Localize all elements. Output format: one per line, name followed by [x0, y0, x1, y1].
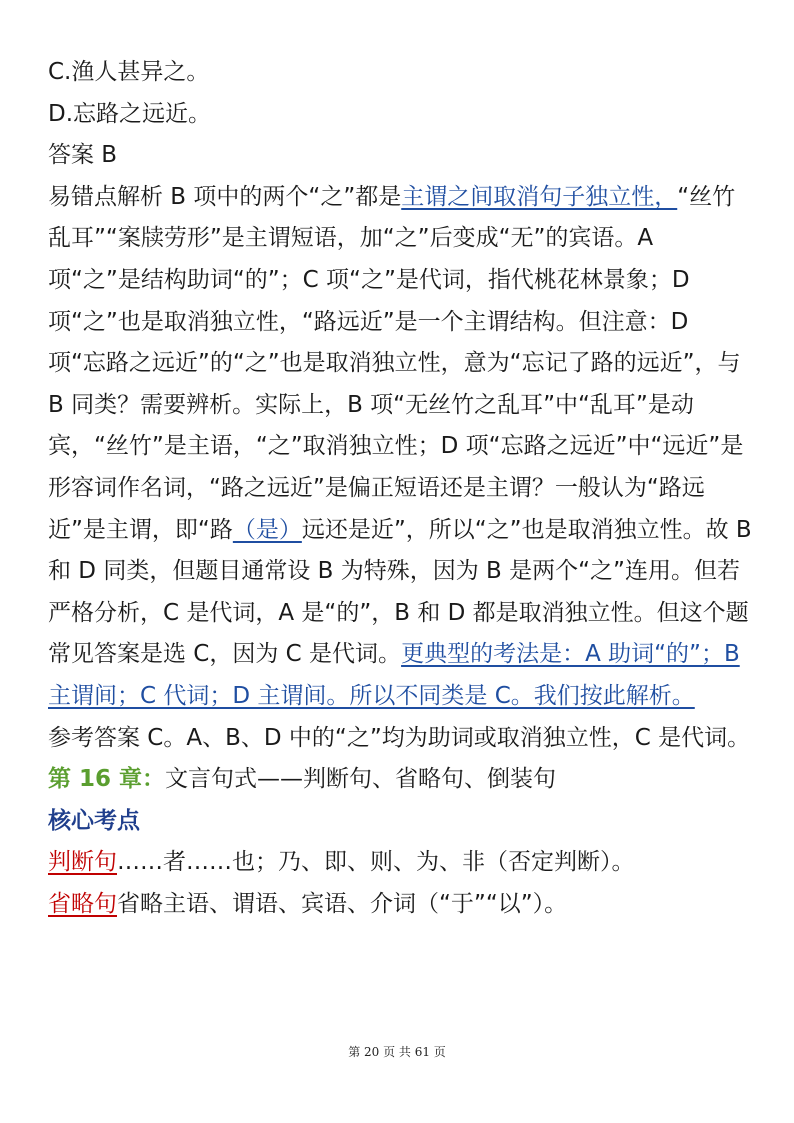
- chapter-number: 第 16 章：: [48, 766, 166, 793]
- option-d: D.忘路之远近。: [48, 100, 212, 127]
- analysis-intro: 易错点解析 B 项中的两个“之”都是: [48, 183, 402, 210]
- analysis-paren: （是）: [232, 516, 302, 543]
- analysis-paragraph: [48, 177, 752, 718]
- judgment-label: 判断句: [48, 849, 117, 876]
- reference-answer: 参考答案 C。A、B、D 中的“之”均为助词或取消独立性，C 是代词。: [48, 724, 751, 751]
- analysis-typical: 更典型的考法是：A 助词“的”；B 主谓间；C 代词；D 主谓间。所以不同类是 C。我们按此解析。: [48, 641, 740, 709]
- page-footer: 第 20 页 共 61 页: [348, 1045, 446, 1059]
- judgment-line: [48, 842, 752, 884]
- option-c: C.渔人甚异之。: [48, 59, 210, 85]
- omission-line: [48, 884, 752, 926]
- core-heading: 核心考点: [48, 807, 140, 834]
- chapter-heading: [48, 759, 752, 801]
- omission-label: 省略句: [48, 890, 117, 917]
- chapter-title: 文言句式——判断句、省略句、倒装句: [165, 766, 557, 793]
- omission-text: 省略主语、谓语、宾语、介词（“于”“以”）。: [117, 890, 568, 917]
- answer-line: 答案 B: [48, 142, 118, 169]
- analysis-highlight: 主谓之间取消句子独立性，: [401, 183, 678, 210]
- page-content: [48, 52, 752, 925]
- judgment-text: ……者……也；乃、即、则、为、非（否定判断）。: [117, 849, 635, 876]
- analysis-body-2: 远还是近”，所以“之”也是取消独立性。故 B 和 D 同类，但题目通常设 B 为特殊，因为 B 是两个“之”连用。但若严格分析，C 是代词，A 是“的”，B 和 D 都是取消独立性。但这个题常见答案是选 C，因为 C 是代词。: [48, 516, 752, 668]
- analysis-body: “丝竹乱耳”“案牍劳形”是主谓短语，加“之”后变成“无”的宾语。A 项“之”是结构助词“的”；C 项“之”是代词，指代桃花林景象；D 项“之”也是取消独立性，“路远近”是一个主谓结构。但注意：D 项“忘路之远近”的“之”也是取消独立性，意为“忘记了路的远近”，与 B 同类？需要辨析。实际上，B 项“无丝竹之乱耳”中“乱耳”是动宾，“丝竹”是主语，“之”取消独立性；D 项“忘路之远近”中“远近”是形容词作名词，“路之远近”是偏正短语还是主谓？一般认为“路远近”是主谓，即“路: [48, 183, 744, 543]
